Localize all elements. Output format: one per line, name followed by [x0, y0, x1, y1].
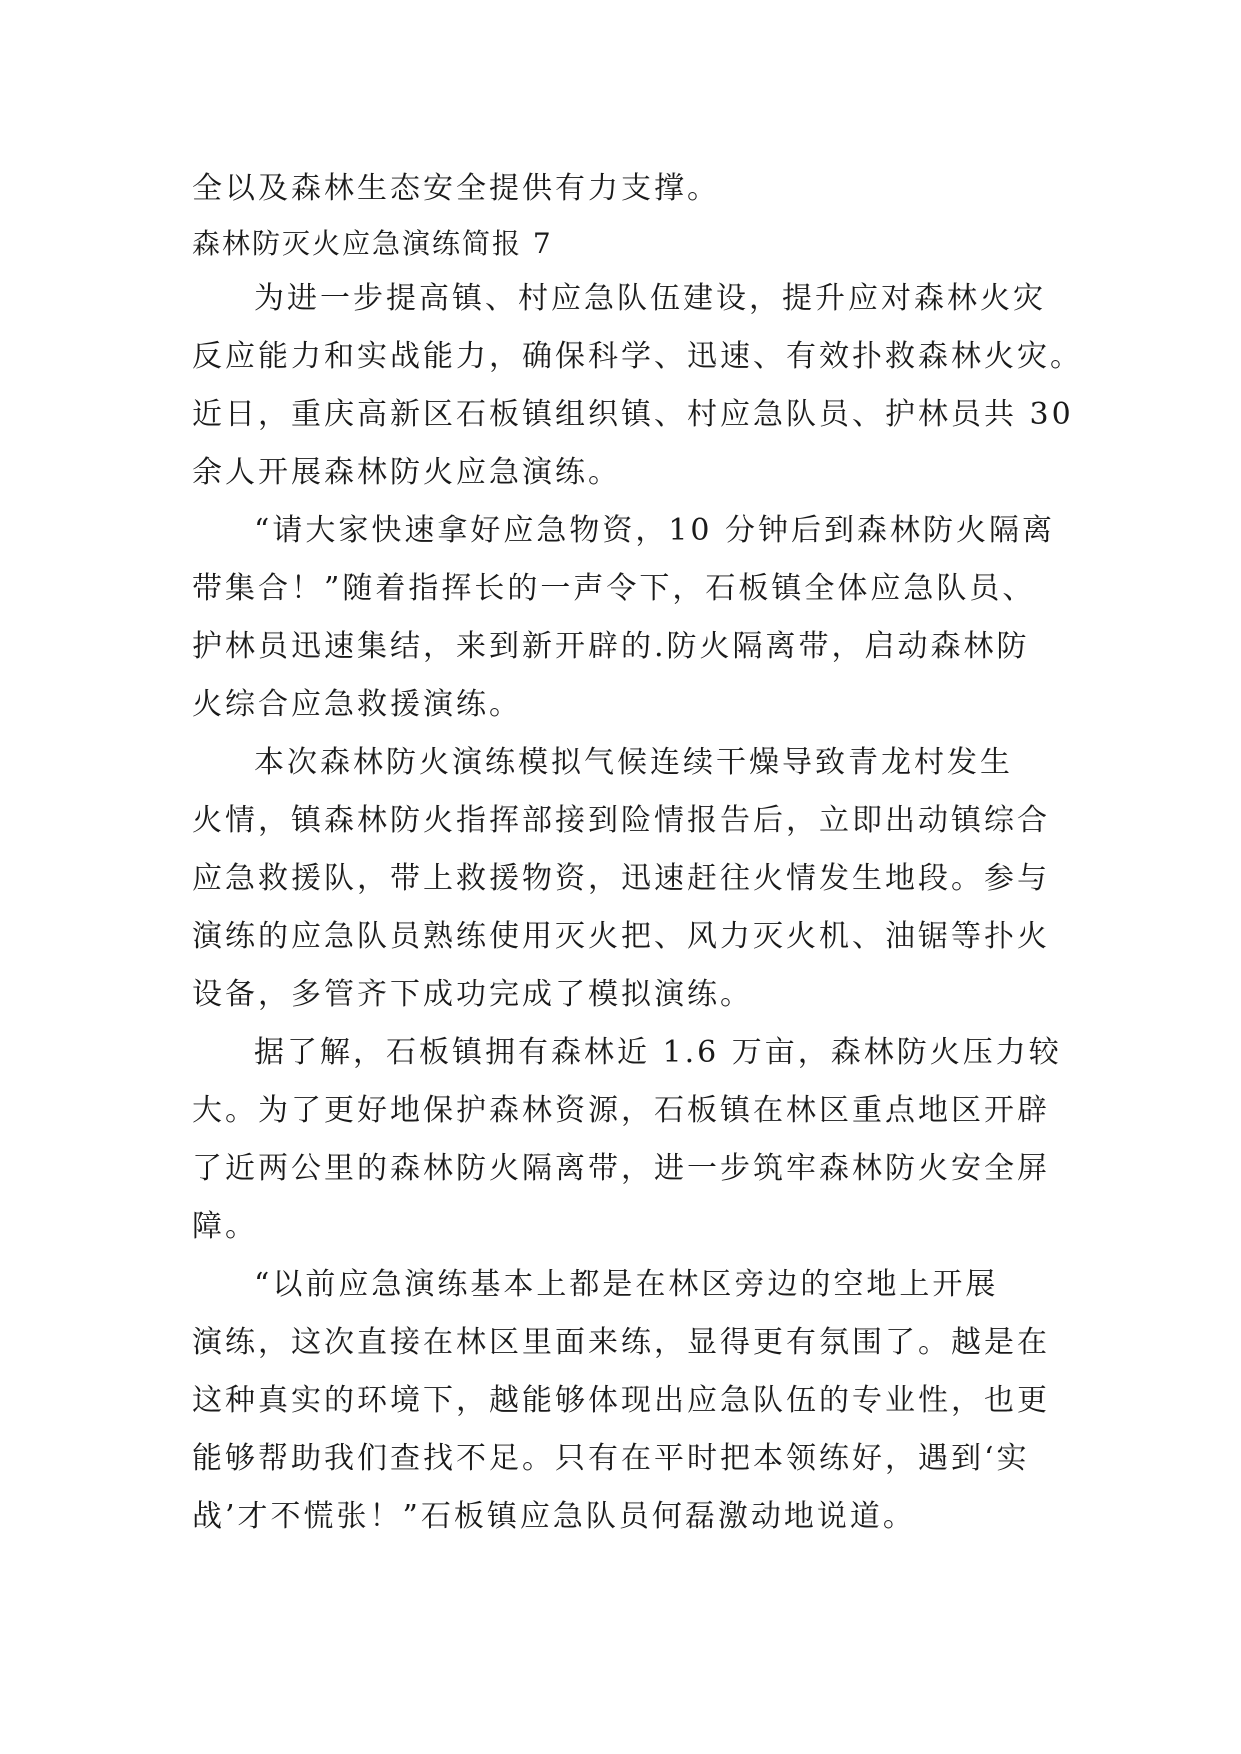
paragraph-line: 障。: [192, 1209, 258, 1244]
paragraph-line: 反应能力和实战能力，确保科学、迅速、有效扑救森林火灾。: [192, 339, 1083, 374]
paragraph-line: 演练，这次直接在林区里面来练，显得更有氛围了。越是在: [192, 1325, 1050, 1360]
paragraph-line: “以前应急演练基本上都是在林区旁边的空地上开展: [254, 1267, 999, 1302]
paragraph-1: [192, 270, 1083, 502]
paragraph-line: 战’才不慌张！”石板镇应急队员何磊激动地说道。: [192, 1499, 916, 1534]
paragraph-line: 应急救援队，带上救援物资，迅速赶往火情发生地段。参与: [192, 861, 1050, 896]
paragraph-line: 火情，镇森林防火指挥部接到险情报告后，立即出动镇综合: [192, 803, 1050, 838]
paragraph-line: 为进一步提高镇、村应急队伍建设，提升应对森林火灾: [254, 281, 1046, 316]
paragraph-line: 演练的应急队员熟练使用灭火把、风力灭火机、油锯等扑火: [192, 919, 1050, 954]
paragraph-line: 这种真实的环境下，越能够体现出应急队伍的专业性，也更: [192, 1383, 1050, 1418]
paragraph-2: [192, 502, 1056, 734]
paragraph-5: [192, 1256, 1052, 1546]
paragraph-line: 余人开展森林防火应急演练。: [192, 455, 621, 490]
intro-tail-line: 全以及森林生态安全提供有力支撑。: [192, 171, 720, 206]
paragraph-line: 护林员迅速集结，来到新开辟的.防火隔离带，启动森林防: [192, 629, 1030, 664]
paragraph-3: [192, 734, 1052, 1024]
paragraph-line: 据了解，石板镇拥有森林近 1.6 万亩，森林防火压力较: [254, 1035, 1062, 1070]
paragraph-line: 了近两公里的森林防火隔离带，进一步筑牢森林防火安全屏: [192, 1151, 1050, 1186]
paragraph-line: 火综合应急救援演练。: [192, 687, 522, 722]
paragraph-line: 设备，多管齐下成功完成了模拟演练。: [192, 977, 753, 1012]
section-title: 森林防灭火应急演练简报 7: [192, 227, 553, 260]
paragraph-4: [192, 1024, 1062, 1256]
paragraph-line: 本次森林防火演练模拟气候连续干燥导致青龙村发生: [254, 745, 1013, 780]
paragraph-line: 带集合！”随着指挥长的一声令下，石板镇全体应急队员、: [192, 571, 1036, 606]
paragraph-line: 近日，重庆高新区石板镇组织镇、村应急队员、护林员共 30: [192, 397, 1074, 432]
paragraph-line: 大。为了更好地保护森林资源，石板镇在林区重点地区开辟: [192, 1093, 1050, 1128]
document-body: [192, 160, 1083, 1546]
paragraph-line: “请大家快速拿好应急物资，10 分钟后到森林防火隔离: [254, 513, 1056, 548]
paragraph-line: 能够帮助我们查找不足。只有在平时把本领练好，遇到‘实: [192, 1441, 1030, 1476]
